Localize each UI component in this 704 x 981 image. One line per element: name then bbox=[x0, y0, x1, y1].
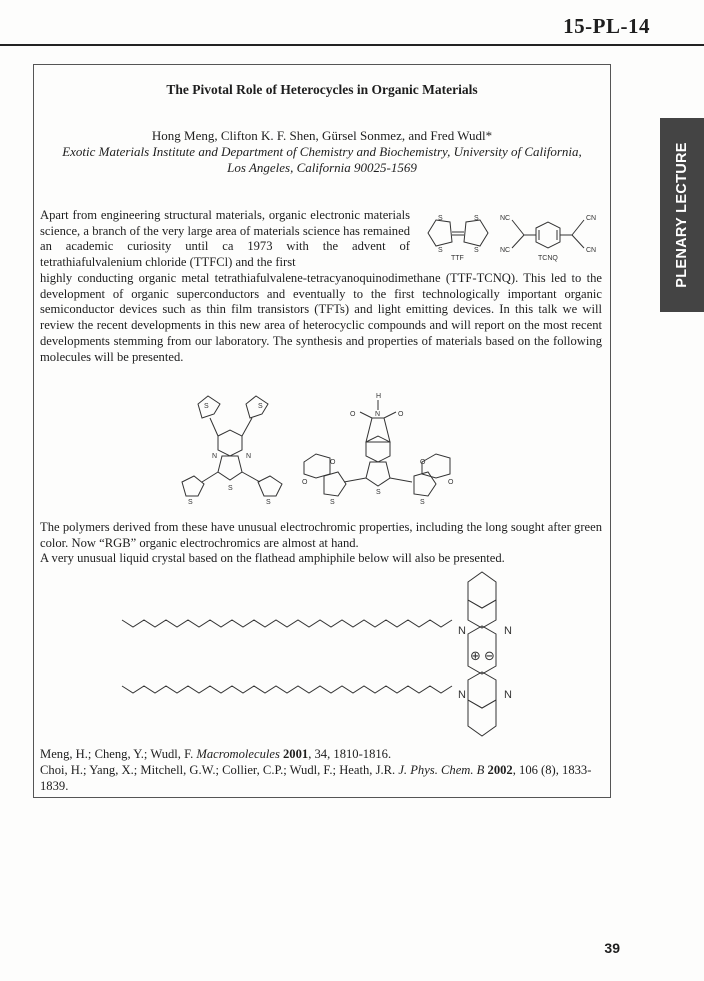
tcnq-nc-1: NC bbox=[500, 215, 511, 222]
ttf-sulfur-4: S bbox=[474, 247, 479, 254]
ref1-journal: Macromolecules bbox=[196, 747, 280, 761]
fig3-charge-plus: ⊕ bbox=[470, 648, 481, 663]
reference-1 bbox=[40, 746, 606, 762]
fig2-fused-s-1: S bbox=[228, 485, 233, 492]
fig2-edot-s-1: S bbox=[330, 499, 335, 506]
plenary-lecture-tab bbox=[660, 118, 704, 312]
fig2-edot-o-4: O bbox=[448, 479, 454, 486]
tcnq-cn-1: CN bbox=[586, 215, 597, 222]
ttf-tcnq-structure bbox=[416, 206, 616, 266]
body-paragraph-4: A very unusual liquid crystal based on the flathead amphiphile below will also be presented. bbox=[40, 551, 505, 565]
fig3-charge-minus: ⊖ bbox=[484, 648, 495, 663]
ttf-sulfur-2: S bbox=[474, 215, 479, 222]
references bbox=[40, 746, 606, 794]
header-rule bbox=[0, 44, 704, 46]
affiliation: Exotic Materials Institute and Department of Chemistry and Biochemistry, University of California, Los Angeles, California 90025-1569 bbox=[62, 144, 582, 175]
fig2-imide-o-2: O bbox=[398, 411, 404, 418]
fig3-n-4: N bbox=[504, 689, 512, 701]
tcnq-label: TCNQ bbox=[538, 255, 558, 262]
tcnq-cn-2: CN bbox=[586, 247, 597, 254]
fig3-n-2: N bbox=[504, 625, 512, 637]
ref1-authors: Meng, H.; Cheng, Y.; Wudl, F. bbox=[40, 747, 197, 761]
fig2-fused-s-2: S bbox=[376, 489, 381, 496]
fig3-n-3: N bbox=[458, 689, 466, 701]
flathead-amphiphile-structure bbox=[120, 568, 540, 748]
body-paragraph-1: Apart from engineering structural materials, organic electronic materials science, a branch of the very large area of materials science has remained an academic curiosity until ca 1973 with the advent of tetrathiafulvalenium chloride (TTFCl) and the first bbox=[40, 208, 410, 270]
fig3-n-1: N bbox=[458, 625, 466, 637]
fig2-thiophene-s-4: S bbox=[266, 499, 271, 506]
fig2-imide-h: H bbox=[376, 393, 382, 400]
ref2-journal: J. Phys. Chem. B bbox=[398, 763, 485, 777]
fig2-edot-o-2: O bbox=[302, 479, 308, 486]
paper-code: 15-PL-14 bbox=[563, 14, 650, 38]
author-list: Hong Meng, Clifton K. F. Shen, Gürsel Sonmez, and Fred Wudl* bbox=[151, 128, 493, 143]
fig2-pyrazine-n-1: N bbox=[212, 453, 218, 460]
fig2-edot-o-3: O bbox=[420, 459, 426, 466]
ttf-label: TTF bbox=[451, 255, 464, 262]
fig2-edot-o-1: O bbox=[330, 459, 336, 466]
fig2-thiophene-s-3: S bbox=[188, 499, 193, 506]
ttf-sulfur-3: S bbox=[438, 247, 443, 254]
ref1-details: , 34, 1810-1816. bbox=[308, 747, 392, 761]
plenary-lecture-label: PLENARY LECTURE bbox=[674, 142, 690, 288]
reference-2 bbox=[40, 762, 606, 794]
fig2-edot-s-2: S bbox=[420, 499, 425, 506]
page-number: 39 bbox=[604, 940, 620, 956]
body-paragraph-2: highly conducting organic metal tetrathiafulvalene-tetracyanoquinodimethane (TTF-TCNQ). This led to the development of organic superconductors and eventually to the first technologically important organic semiconductor devices such as thin film transistors (TFTs) and light emitting devices. In this talk we will review the recent developments in this new area of heterocyclic compounds and will report on the most recent developments stemming from our laboratory. The synthesis and properties of materials based on the following molecules will be presented. bbox=[40, 271, 602, 364]
fig2-pyrazine-n-2: N bbox=[246, 453, 252, 460]
fig2-imide-n: N bbox=[375, 411, 381, 418]
paper-title: The Pivotal Role of Heterocycles in Organic Materials bbox=[166, 82, 478, 97]
tcnq-nc-2: NC bbox=[500, 247, 511, 254]
heterocycle-monomers-structure bbox=[174, 388, 474, 508]
fig2-thiophene-s-1: S bbox=[204, 403, 209, 410]
ref2-authors: Choi, H.; Yang, X.; Mitchell, G.W.; Collier, C.P.; Wudl, F.; Heath, J.R. bbox=[40, 763, 399, 777]
body-paragraph-3: The polymers derived from these have unusual electrochromic properties, including the long sought after green color. Now “RGB” organic electrochromics are almost at hand. bbox=[40, 520, 602, 550]
ref2-details: , 106 (8), 1833-1839. bbox=[40, 763, 592, 793]
ttf-sulfur-1: S bbox=[438, 215, 443, 222]
fig2-thiophene-s-2: S bbox=[258, 403, 263, 410]
ref2-year: 2002 bbox=[484, 763, 513, 777]
fig2-imide-o-1: O bbox=[350, 411, 356, 418]
ref1-year: 2001 bbox=[279, 747, 309, 761]
